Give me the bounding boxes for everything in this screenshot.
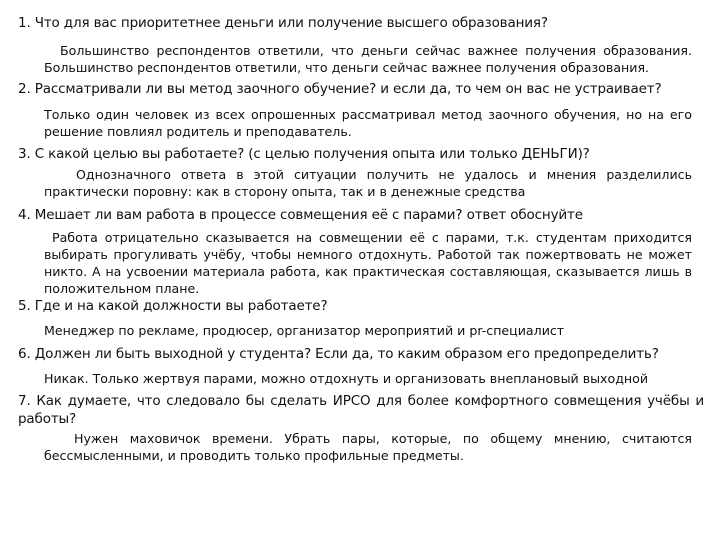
question-7: 7. Как думаете, что следовало бы сделать ИРСО для более комфортного совмещения учёбы и работы? xyxy=(18,393,704,427)
answer-4: Работа отрицательно сказывается на совмещении её с парами, т.к. студентам приходится выбирать прогуливать учёбу, чтобы немного отдохнуть. Работой так пожертвовать не может никто. А на усвоении материала работа, как практическая составляющая, сказывается лишь в положительном плане. xyxy=(44,230,692,296)
question-5: 5. Где и на какой должности вы работаете? xyxy=(18,298,328,314)
answer-3: Однозначного ответа в этой ситуации получить не удалось и мнения разделились практически поровну: как в сторону опыта, так и в денежные средства xyxy=(44,167,692,199)
answer-1: Большинство респондентов ответили, что деньги сейчас важнее получения образования. Большинство респондентов ответили, что деньги сейчас важнее получения образования. xyxy=(44,43,692,75)
question-6: 6. Должен ли быть выходной у студента? Если да, то каким образом его предопределить? xyxy=(18,346,659,362)
question-4: 4. Мешает ли вам работа в процессе совмещения её с парами? ответ обоснуйте xyxy=(18,207,583,223)
answer-7: Нужен маховичок времени. Убрать пары, которые, по общему мнению, считаются бессмысленными, и проводить только профильные предметы. xyxy=(44,431,692,463)
question-1: 1. Что для вас приоритетнее деньги или получение высшего образования? xyxy=(18,15,548,31)
question-2: 2. Рассматривали ли вы метод заочного обучение? и если да, то чем он вас не устраивает? xyxy=(18,81,662,97)
answer-6: Никак. Только жертвуя парами, можно отдохнуть и организовать внеплановый выходной xyxy=(44,371,649,386)
question-3: 3. С какой целью вы работаете? (с целью получения опыта или только ДЕНЬГИ)? xyxy=(18,146,590,162)
answer-5: Менеджер по рекламе, продюсер, организатор мероприятий и pr-специалист xyxy=(44,323,565,338)
answer-2: Только один человек из всех опрошенных рассматривал метод заочного обучения, но на его решение повлиял родитель и преподаватель. xyxy=(44,107,692,139)
